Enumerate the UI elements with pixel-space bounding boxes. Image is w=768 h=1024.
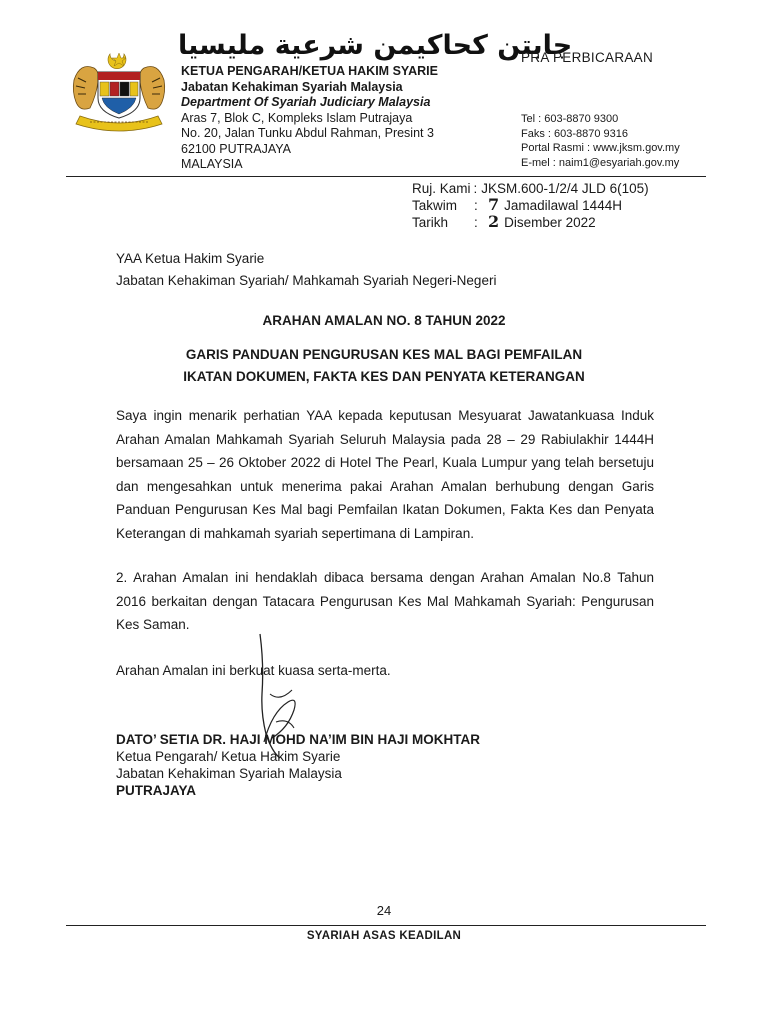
recipient-title: YAA Ketua Hakim Syarie xyxy=(116,251,265,266)
contact-fax: Faks : 603-8870 9316 xyxy=(521,127,629,140)
takwim-label: Takwim xyxy=(412,198,458,213)
tarikh-handwritten-day: 2 xyxy=(488,212,500,231)
address-postcode: 62100 PUTRAJAYA xyxy=(181,141,292,156)
reference-block xyxy=(412,180,649,231)
page-number: 24 xyxy=(376,903,392,918)
department-name-malay: Jabatan Kehakiman Syariah Malaysia xyxy=(181,79,403,94)
tarikh-row xyxy=(412,214,649,231)
tarikh-label: Tarikh xyxy=(412,215,449,230)
address-line-1: Aras 7, Blok C, Kompleks Islam Putrajaya xyxy=(181,110,413,125)
subtitle-line-2: IKATAN DOKUMEN, FAKTA KES DAN PENYATA KETERANGAN xyxy=(183,369,585,384)
address-line-2: No. 20, Jalan Tunku Abdul Rahman, Presint 3 xyxy=(181,126,434,140)
address-country: MALAYSIA xyxy=(181,157,243,171)
footer-divider xyxy=(66,925,706,926)
takwim-value: Jamadilawal 1444H xyxy=(504,198,622,213)
contact-email: E-mel : naim1@esyariah.gov.my xyxy=(521,156,680,169)
footer-motto: SYARIAH ASAS KEADILAN xyxy=(306,930,462,942)
recipient-block xyxy=(116,248,496,292)
contact-block xyxy=(521,112,680,170)
body-paragraph-1: Saya ingin menarik perhatian YAA kepada keputusan Mesyuarat Jawatankuasa Induk Arahan Amalan Mahkamah Syariah Seluruh Malaysia pada 28 – 29 Rabiulakhir 1444H bersamaan 25 – 26 Oktober 2022 di Hotel The Pearl, Kuala Lumpur yang telah bersetuju dan mengesahkan untuk menerima pakai Arahan Amalan berhubung dengan Garis Panduan Pengurusan Kes Mal bagi Pemfailan Ikatan Dokumen, Fakta Kes dan Penyata Keterangan di mahkamah syariah sepertimana di Lampiran. xyxy=(116,408,654,541)
ruj-colon: : xyxy=(473,181,478,196)
ruj-label: Ruj. Kami xyxy=(412,181,471,196)
document-title: ARAHAN AMALAN NO. 8 TAHUN 2022 xyxy=(262,313,506,328)
signatory-place: PUTRAJAYA xyxy=(116,783,197,798)
signatory-block xyxy=(116,731,480,799)
jawi-department-title: جابتن كحاكيمن شرعية مليسيا xyxy=(178,30,573,61)
subtitle-line-1: GARIS PANDUAN PENGURUSAN KES MAL BAGI PEMFAILAN xyxy=(185,347,583,362)
body-paragraph-2: 2. Arahan Amalan ini hendaklah dibaca bersama dengan Arahan Amalan No.8 Tahun 2016 berkaitan dengan Tatacara Pengurusan Kes Mal Mahkamah Syariah: Pengurusan Kes Saman. xyxy=(116,570,654,632)
header-divider xyxy=(66,176,706,177)
takwim-colon: : xyxy=(474,198,478,213)
tarikh-colon: : xyxy=(474,215,478,230)
recipient-department: Jabatan Kehakiman Syariah/ Mahkamah Syariah Negeri-Negeri xyxy=(116,273,497,288)
signatory-position: Ketua Pengarah/ Ketua Hakim Syarie xyxy=(116,749,341,764)
takwim-row xyxy=(412,197,649,214)
contact-phone: Tel : 603-8870 9300 xyxy=(521,113,619,125)
document-subtitle xyxy=(0,344,768,388)
office-title: KETUA PENGARAH/KETUA HAKIM SYARIE xyxy=(181,64,438,78)
signatory-name: DATO’ SETIA DR. HAJI MOHD NA’IM BIN HAJI MOKHTAR xyxy=(116,732,481,747)
contact-portal: Portal Rasmi : www.jksm.gov.my xyxy=(521,142,680,154)
ruj-value: JKSM.600-1/2/4 JLD 6(105) xyxy=(481,181,649,196)
classification-label: PRA PERBICARAAN xyxy=(521,50,654,65)
takwim-handwritten-day: 7 xyxy=(488,195,500,214)
coat-of-arms-crest xyxy=(66,50,172,132)
department-name-english: Department Of Syariah Judiciary Malaysia xyxy=(181,95,431,109)
tarikh-value: Disember 2022 xyxy=(504,215,596,230)
signatory-department: Jabatan Kehakiman Syariah Malaysia xyxy=(116,766,342,781)
reference-row xyxy=(412,180,649,197)
letterhead-address-block xyxy=(181,64,438,173)
body-paragraph-3: Arahan Amalan ini berkuat kuasa serta-merta. xyxy=(116,663,391,678)
